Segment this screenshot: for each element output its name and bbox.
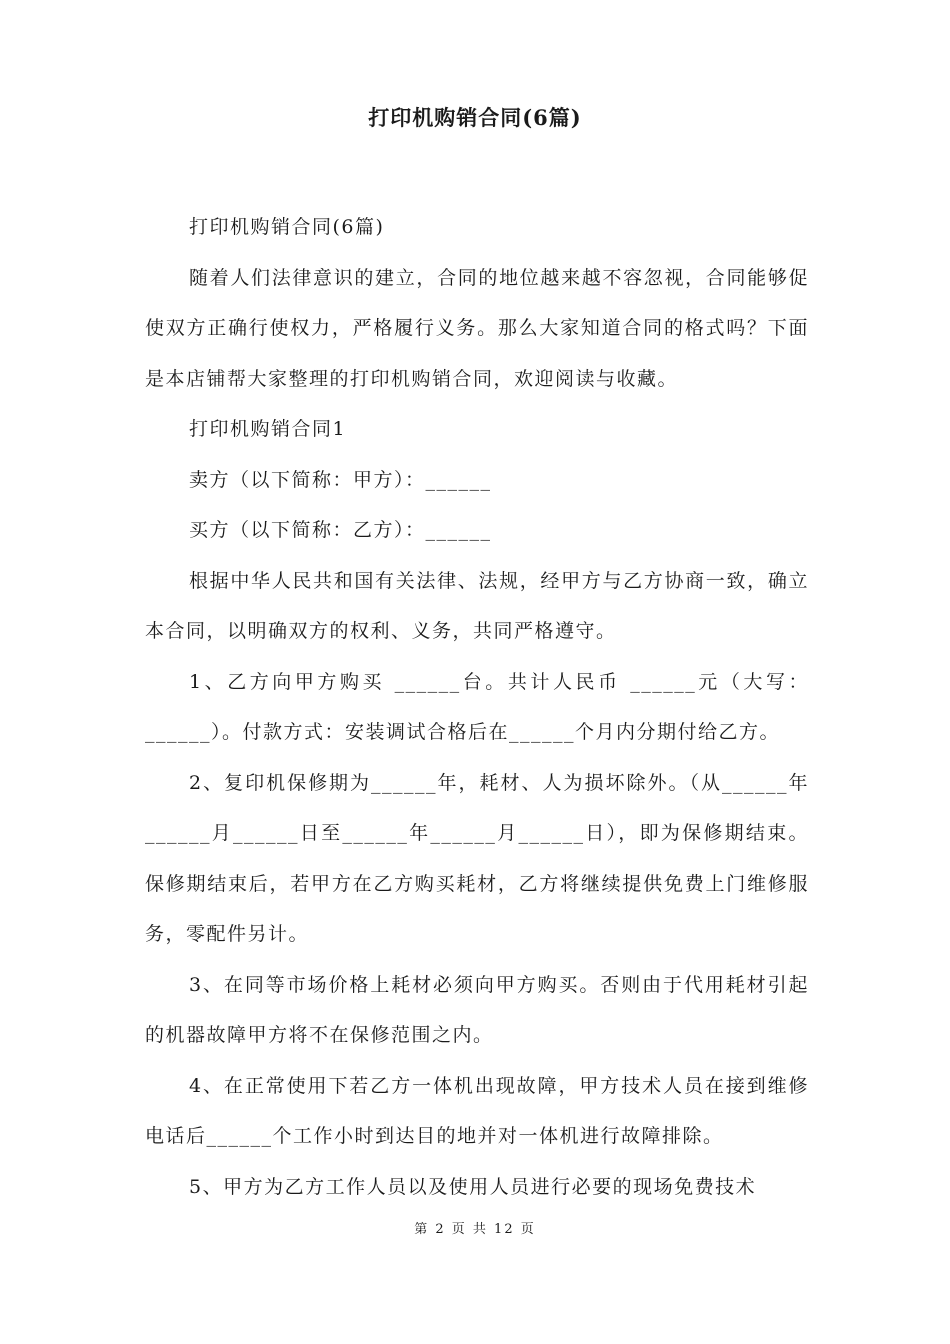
paragraph-heading: 打印机购销合同(6篇)	[189, 216, 385, 238]
paragraph-clause-2: 2、复印机保修期为______年，耗材、人为损坏除外。（从______年______月______日至______年______月______日），即为保修期结束。保修期结束后，若甲方在乙方购买耗材，乙方将继续提供免费上门维修服务，零配件另计。	[145, 771, 809, 945]
document-body	[145, 202, 809, 1212]
paragraph-clause-5: 5、甲方为乙方工作人员以及使用人员进行必要的现场免费技术	[189, 1175, 757, 1198]
page-number-footer: 第 2 页 共 12 页	[414, 1222, 536, 1237]
paragraph-clause-3: 3、在同等市场价格上耗材必须向甲方购买。否则由于代用耗材引起的机器故障甲方将不在保修范围之内。	[145, 973, 809, 1046]
paragraph-contract-title: 打印机购销合同1	[189, 418, 347, 440]
paragraph-preamble: 根据中华人民共和国有关法律、法规，经甲方与乙方协商一致，确立本合同，以明确双方的权利、义务，共同严格遵守。	[145, 569, 809, 642]
document-title: 打印机购销合同(6篇)	[368, 105, 582, 130]
paragraph-intro: 随着人们法律意识的建立，合同的地位越来越不容忽视，合同能够促使双方正确行使权力，严格履行义务。那么大家知道合同的格式吗？下面是本店铺帮大家整理的打印机购销合同，欢迎阅读与收藏。	[145, 266, 809, 390]
paragraph-clause-1: 1、乙方向甲方购买 ______台。共计人民币 ______元（大写：______）。付款方式：安装调试合格后在______个月内分期付给乙方。	[145, 670, 809, 743]
paragraph-clause-4: 4、在正常使用下若乙方一体机出现故障，甲方技术人员在接到维修电话后______个工作小时到达目的地并对一体机进行故障排除。	[145, 1074, 809, 1147]
paragraph-seller: 卖方（以下简称：甲方）：______	[189, 468, 492, 491]
paragraph-buyer: 买方（以下简称：乙方）：______	[189, 519, 492, 541]
